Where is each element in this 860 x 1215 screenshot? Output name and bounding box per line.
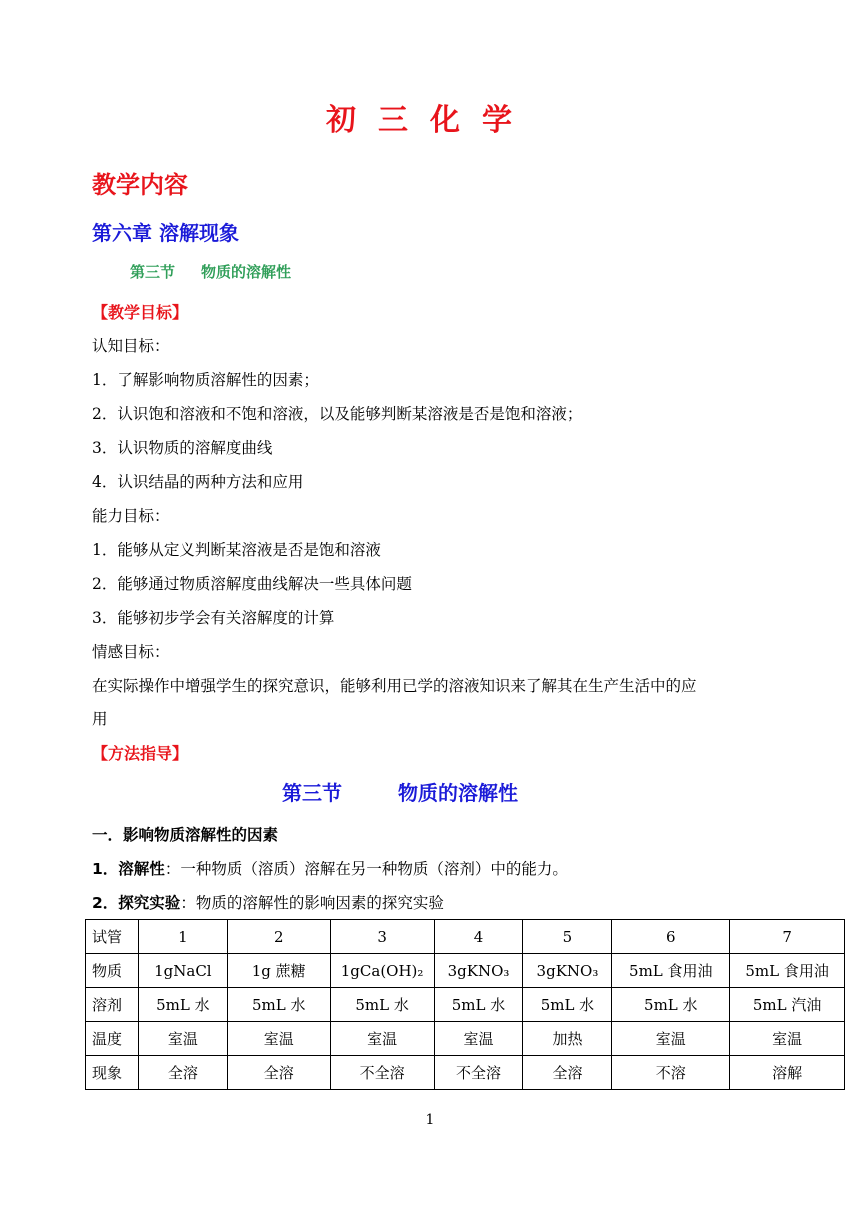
cognitive-item: 1．了解影响物质溶解性的因素； [92, 371, 319, 389]
row-header: 温度 [86, 1022, 139, 1056]
point-experiment [92, 891, 444, 913]
table-cell: 5mL 汽油 [730, 988, 845, 1022]
table-cell: 溶解 [730, 1056, 845, 1090]
row-header: 溶剂 [86, 988, 139, 1022]
point-solubility [92, 857, 568, 879]
table-cell: 5mL 水 [523, 988, 612, 1022]
table-cell: 5mL 水 [227, 988, 330, 1022]
chapter-heading: 第六章 溶解现象 [92, 221, 239, 245]
ability-item: 1．能够从定义判断某溶液是否是饱和溶液 [92, 541, 381, 559]
table-cell: 不溶 [612, 1056, 730, 1090]
table-cell: 5mL 水 [138, 988, 227, 1022]
table-cell: 5mL 水 [612, 988, 730, 1022]
section-number: 第三节 [282, 781, 342, 805]
cognitive-item: 2．认识饱和溶液和不饱和溶液，以及能够判断某溶液是否是饱和溶液； [92, 405, 583, 423]
table-row [86, 988, 845, 1022]
point-prefix: 1． [92, 860, 119, 878]
table-cell: 5mL 水 [330, 988, 434, 1022]
table-cell: 加热 [523, 1022, 612, 1056]
emotion-heading: 情感目标： [92, 643, 170, 661]
section-number: 第三节 [130, 263, 176, 281]
objectives-heading: 【教学目标】 [92, 303, 189, 322]
emotion-text-line: 用 [92, 710, 108, 728]
section-name: 物质的溶解性 [201, 263, 292, 281]
table-cell: 全溶 [138, 1056, 227, 1090]
table-row [86, 954, 845, 988]
table-cell: 1 [138, 920, 227, 954]
table-cell: 3gKNO₃ [523, 954, 612, 988]
ability-item: 3．能够初步学会有关溶解度的计算 [92, 609, 335, 627]
cognitive-item: 4．认识结晶的两种方法和应用 [92, 473, 304, 491]
table-row [86, 920, 845, 954]
point-term: 溶解性 [118, 860, 165, 878]
experiment-table [85, 919, 845, 1090]
page-title: 初三化学 [326, 103, 534, 138]
point-prefix: 2． [92, 894, 119, 912]
table-row [86, 1022, 845, 1056]
cognitive-item: 3．认识物质的溶解度曲线 [92, 439, 273, 457]
section-heading [0, 777, 800, 806]
table-cell: 3 [330, 920, 434, 954]
row-header: 物质 [86, 954, 139, 988]
table-cell: 2 [227, 920, 330, 954]
table-cell: 室温 [138, 1022, 227, 1056]
table-cell: 不全溶 [434, 1056, 523, 1090]
table-cell: 室温 [330, 1022, 434, 1056]
table-cell: 5mL 食用油 [612, 954, 730, 988]
table-cell: 室温 [612, 1022, 730, 1056]
table-cell: 7 [730, 920, 845, 954]
point-text: ：一种物质（溶质）溶解在另一种物质（溶剂）中的能力。 [164, 860, 568, 878]
ability-item: 2．能够通过物质溶解度曲线解决一些具体问题 [92, 575, 412, 593]
row-header: 试管 [86, 920, 139, 954]
table-cell: 5mL 水 [434, 988, 523, 1022]
method-heading: 【方法指导】 [92, 744, 189, 763]
section-name: 物质的溶解性 [398, 781, 518, 805]
table-cell: 不全溶 [330, 1056, 434, 1090]
table-cell: 6 [612, 920, 730, 954]
cognitive-heading: 认知目标： [92, 337, 170, 355]
subsection-heading: 一．影响物质溶解性的因素 [92, 826, 279, 844]
table-cell: 3gKNO₃ [434, 954, 523, 988]
table-cell: 室温 [227, 1022, 330, 1056]
table-cell: 全溶 [523, 1056, 612, 1090]
table-cell: 5 [523, 920, 612, 954]
emotion-text-line: 在实际操作中增强学生的探究意识，能够利用已学的溶液知识来了解其在生产生活中的应 [92, 677, 697, 695]
table-cell: 5mL 食用油 [730, 954, 845, 988]
table-cell: 1g 蔗糖 [227, 954, 330, 988]
table-cell: 室温 [730, 1022, 845, 1056]
row-header: 现象 [86, 1056, 139, 1090]
table-cell: 全溶 [227, 1056, 330, 1090]
teaching-content-heading: 教学内容 [92, 171, 188, 199]
table-cell: 1gNaCl [138, 954, 227, 988]
point-term: 探究实验 [118, 894, 181, 912]
table-cell: 1gCa(OH)₂ [330, 954, 434, 988]
point-text: ：物质的溶解性的影响因素的探究实验 [180, 894, 444, 912]
ability-heading: 能力目标： [92, 507, 170, 525]
section-subheading [130, 261, 291, 282]
table-cell: 室温 [434, 1022, 523, 1056]
table-cell: 4 [434, 920, 523, 954]
table-row [86, 1056, 845, 1090]
page-number: 1 [425, 1112, 435, 1128]
